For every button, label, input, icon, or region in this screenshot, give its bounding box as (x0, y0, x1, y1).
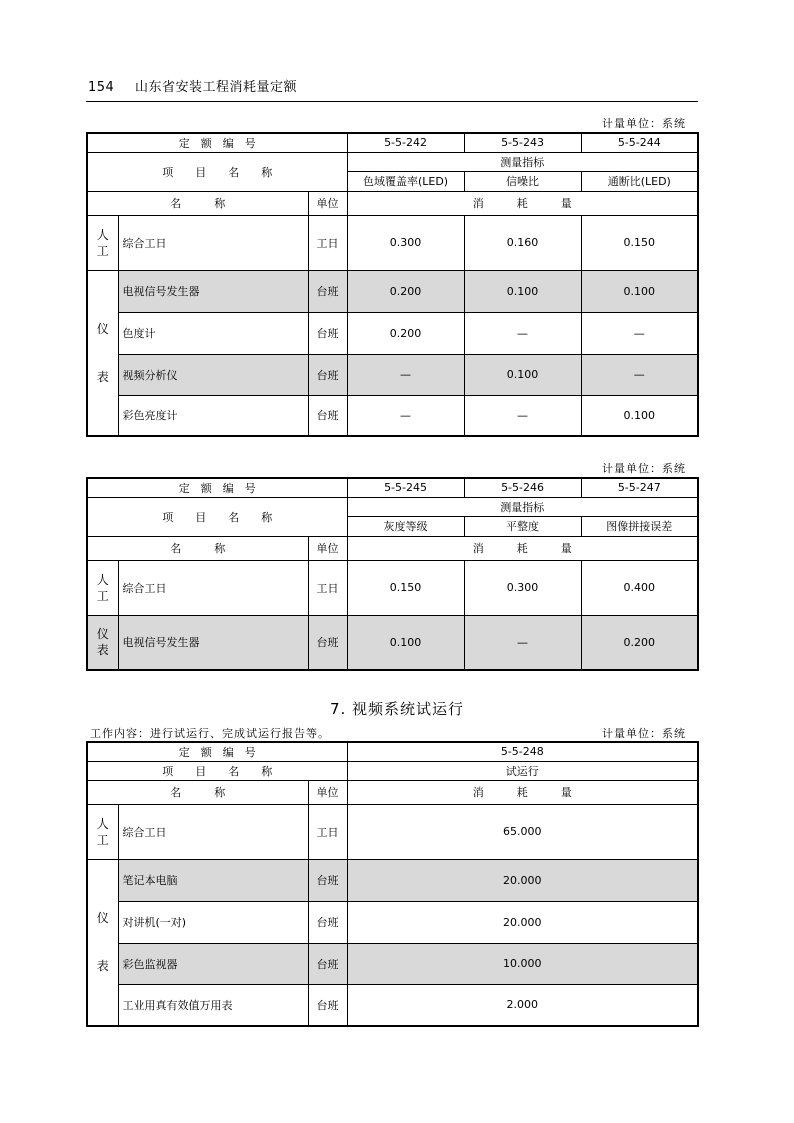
measure-index-label: 测量指标 (347, 497, 698, 516)
row-unit: 台班 (308, 312, 347, 354)
row-value: 0.200 (347, 312, 464, 354)
row-name: 工业用真有效值万用表 (118, 984, 308, 1026)
row-unit: 台班 (308, 615, 347, 670)
row-unit: 台班 (308, 354, 347, 395)
row-value: 0.160 (464, 215, 581, 270)
unit-note-1: 计量单位：系统 (602, 117, 686, 130)
item-name-label: 项 目 名 称 (87, 497, 347, 536)
row-unit: 台班 (308, 859, 347, 901)
row-value: 2.000 (347, 984, 698, 1026)
row-name: 综合工日 (118, 215, 308, 270)
page-header (88, 76, 698, 95)
subitem-cell: 平整度 (464, 516, 581, 536)
row-name: 综合工日 (118, 804, 308, 859)
code-cell: 5-5-248 (347, 742, 698, 761)
consumption-header: 消 耗 量 (347, 191, 698, 215)
row-unit: 台班 (308, 984, 347, 1026)
row-unit: 台班 (308, 901, 347, 943)
quota-table-2 (86, 477, 699, 671)
row-value: — (347, 395, 464, 436)
work-content: 工作内容：进行试运行、完成试运行报告等。 (90, 727, 330, 740)
measure-index-label: 测量指标 (347, 152, 698, 171)
header-divider (86, 101, 698, 102)
labor-category: 人 工 (87, 804, 118, 859)
subitem-cell: 信噪比 (464, 171, 581, 191)
row-value: 0.100 (464, 354, 581, 395)
code-cell: 5-5-245 (347, 478, 464, 497)
row-unit: 工日 (308, 215, 347, 270)
row-value: — (464, 615, 581, 670)
row-value: 0.300 (347, 215, 464, 270)
row-unit: 台班 (308, 270, 347, 312)
row-value: — (464, 395, 581, 436)
page-number: 154 (88, 80, 115, 95)
row-unit: 台班 (308, 395, 347, 436)
row-value: 0.300 (464, 560, 581, 615)
code-cell: 5-5-243 (464, 133, 581, 152)
row-name: 视频分析仪 (118, 354, 308, 395)
unit-header: 单位 (308, 780, 347, 804)
row-value: — (347, 354, 464, 395)
row-value: 0.100 (347, 615, 464, 670)
row-value: 0.100 (581, 270, 698, 312)
row-name: 彩色监视器 (118, 943, 308, 984)
row-value: 65.000 (347, 804, 698, 859)
quota-table-1 (86, 132, 699, 437)
subitem-cell: 色域覆盖率(LED) (347, 171, 464, 191)
row-unit: 工日 (308, 804, 347, 859)
instrument-category: 仪 表 (87, 615, 118, 670)
quota-no-label: 定 额 编 号 (87, 742, 347, 761)
unit-note-2: 计量单位：系统 (602, 462, 686, 475)
row-name: 电视信号发生器 (118, 270, 308, 312)
row-value: 0.100 (464, 270, 581, 312)
row-value: 0.150 (347, 560, 464, 615)
subitem-cell: 通断比(LED) (581, 171, 698, 191)
row-name: 色度计 (118, 312, 308, 354)
labor-category: 人 工 (87, 215, 118, 270)
quota-no-label: 定 额 编 号 (87, 478, 347, 497)
quota-table-3 (86, 741, 699, 1027)
row-name: 对讲机(一对) (118, 901, 308, 943)
row-value: — (464, 312, 581, 354)
row-value: 0.200 (347, 270, 464, 312)
code-cell: 5-5-247 (581, 478, 698, 497)
row-name: 彩色亮度计 (118, 395, 308, 436)
row-value: 0.400 (581, 560, 698, 615)
code-cell: 5-5-242 (347, 133, 464, 152)
row-unit: 工日 (308, 560, 347, 615)
section-title: 7. 视频系统试运行 (329, 700, 465, 718)
book-title: 山东省安装工程消耗量定额 (134, 80, 297, 95)
consumption-header: 消 耗 量 (347, 780, 698, 804)
item-name-label: 项 目 名 称 (87, 152, 347, 191)
subitem-cell: 灰度等级 (347, 516, 464, 536)
row-value: 20.000 (347, 901, 698, 943)
row-value: 10.000 (347, 943, 698, 984)
row-value: 0.200 (581, 615, 698, 670)
subitem-cell: 试运行 (347, 761, 698, 780)
quota-no-label: 定 额 编 号 (87, 133, 347, 152)
unit-note-3: 计量单位：系统 (602, 727, 686, 740)
row-name: 电视信号发生器 (118, 615, 308, 670)
row-value: — (581, 312, 698, 354)
unit-header: 单位 (308, 191, 347, 215)
row-name: 综合工日 (118, 560, 308, 615)
row-name: 笔记本电脑 (118, 859, 308, 901)
instrument-category: 仪 表 (87, 270, 118, 436)
name-header: 名 称 (87, 536, 308, 560)
row-unit: 台班 (308, 943, 347, 984)
unit-header: 单位 (308, 536, 347, 560)
row-value: 0.100 (581, 395, 698, 436)
name-header: 名 称 (87, 780, 308, 804)
row-value: 0.150 (581, 215, 698, 270)
consumption-header: 消 耗 量 (347, 536, 698, 560)
instrument-category: 仪 表 (87, 859, 118, 1026)
row-value: 20.000 (347, 859, 698, 901)
item-name-label: 项 目 名 称 (87, 761, 347, 780)
code-cell: 5-5-246 (464, 478, 581, 497)
subitem-cell: 图像拼接误差 (581, 516, 698, 536)
code-cell: 5-5-244 (581, 133, 698, 152)
labor-category: 人 工 (87, 560, 118, 615)
row-value: — (581, 354, 698, 395)
name-header: 名 称 (87, 191, 308, 215)
